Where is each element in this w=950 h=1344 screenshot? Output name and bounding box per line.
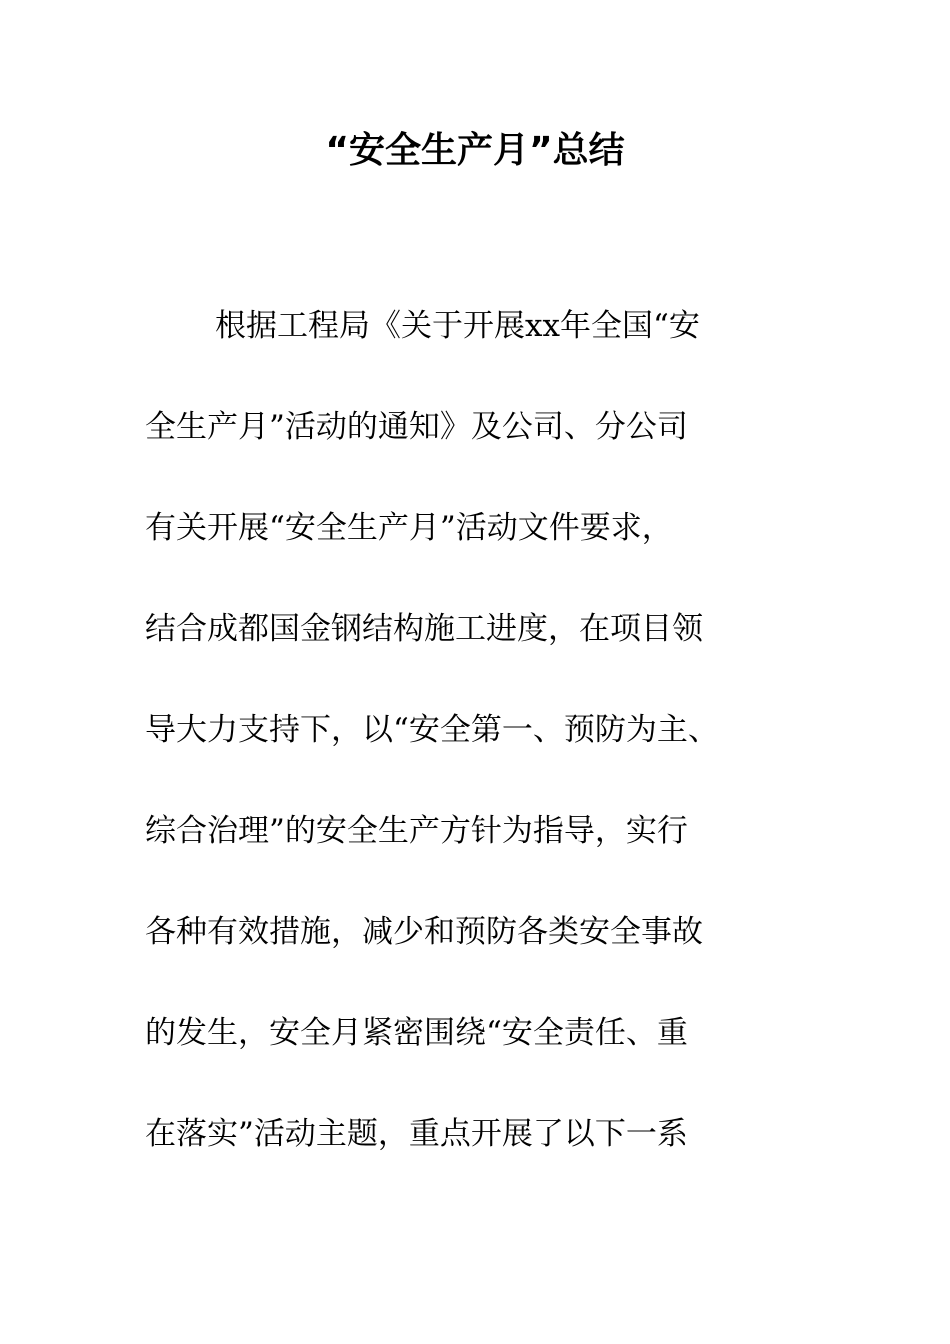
body-line: 综合治理”的安全生产方针为指导，实行 bbox=[145, 813, 688, 849]
body-line: 导大力支持下，以“安全第一、预防为主、 bbox=[145, 712, 719, 748]
body-line: 各种有效措施，减少和预防各类安全事故 bbox=[145, 914, 703, 950]
body-line: 在落实”活动主题，重点开展了以下一系 bbox=[145, 1116, 688, 1152]
body-line: 结合成都国金钢结构施工进度，在项目领 bbox=[145, 611, 703, 647]
body-line: 根据工程局《关于开展xx年全国“安 bbox=[215, 308, 700, 344]
document-body bbox=[145, 300, 805, 1209]
document-title: “安全生产月”总结 bbox=[325, 130, 625, 171]
body-line: 全生产月”活动的通知》及公司、分公司 bbox=[145, 409, 688, 445]
body-line: 有关开展“安全生产月”活动文件要求， bbox=[145, 510, 673, 546]
body-line: 的发生，安全月紧密围绕“安全责任、重 bbox=[145, 1015, 688, 1051]
